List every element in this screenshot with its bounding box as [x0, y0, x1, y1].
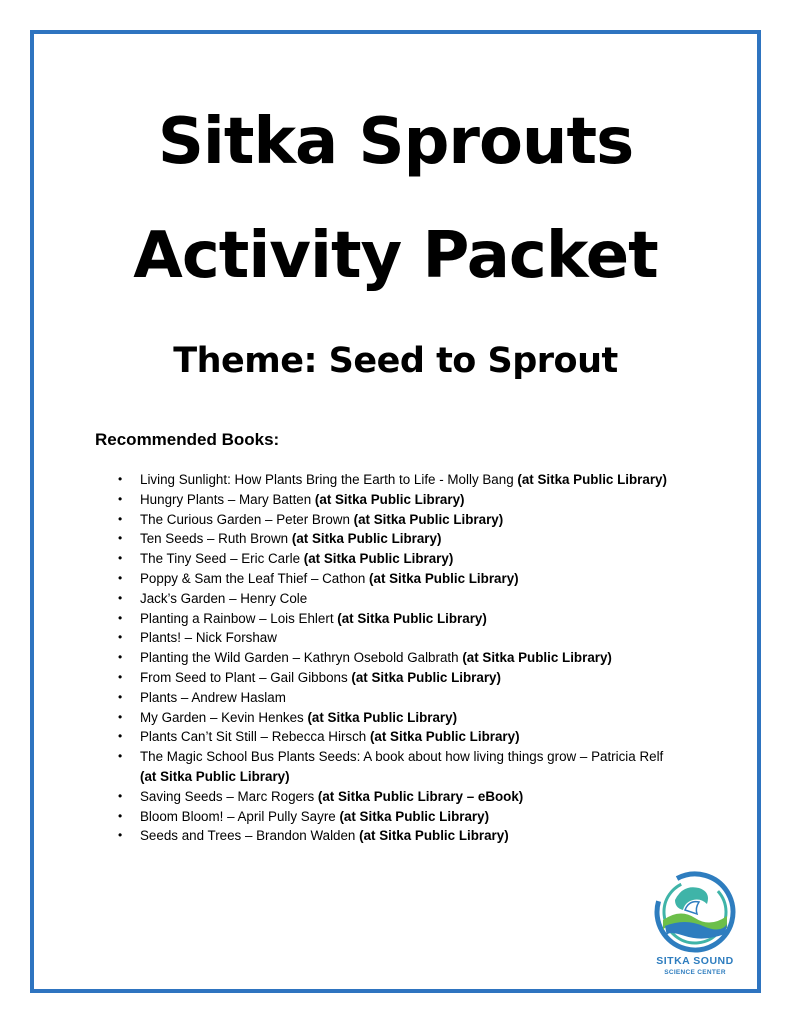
bullet-icon: •: [118, 551, 123, 566]
library-availability: (at Sitka Public Library): [291, 531, 442, 547]
title-line-2: Activity Packet: [133, 219, 658, 293]
library-availability: (at Sitka Public Library): [353, 511, 504, 527]
book-list-item: [118, 529, 678, 549]
book-list-item: [118, 589, 678, 609]
bullet-icon: •: [118, 669, 123, 684]
bullet-icon: •: [118, 570, 123, 585]
library-availability: (at Sitka Public Library): [314, 491, 465, 507]
bullet-icon: •: [118, 749, 123, 764]
library-availability: (at Sitka Public Library): [369, 570, 519, 586]
library-availability: (at Sitka Public Library): [517, 472, 667, 487]
book-title-author: Ten Seeds – Ruth Brown: [140, 531, 292, 547]
book-list-item: [118, 826, 678, 846]
library-availability: (at Sitka Public Library): [337, 610, 487, 626]
library-availability: (at Sitka Public Library – eBook): [317, 788, 524, 804]
book-title-author: The Curious Garden – Peter Brown: [140, 511, 354, 527]
book-list-item: [118, 470, 678, 490]
library-availability: (at Sitka Public Library): [307, 709, 458, 725]
bullet-icon: •: [118, 630, 123, 645]
book-list-item: [118, 569, 678, 589]
logo-text-line-2: SCIENCE CENTER: [664, 969, 726, 976]
book-list-item: [118, 609, 678, 629]
bullet-icon: •: [118, 788, 123, 803]
book-list-item: [118, 747, 678, 787]
bullet-icon: •: [118, 650, 123, 665]
library-availability: (at Sitka Public Library): [359, 828, 509, 844]
book-list-item: [118, 727, 678, 747]
book-list-item: [118, 549, 678, 569]
book-title-author: Planting a Rainbow – Lois Ehlert: [140, 610, 338, 626]
book-title-author: Seeds and Trees – Brandon Walden: [140, 828, 360, 844]
book-list-item: [118, 787, 678, 807]
book-title-author: Bloom Bloom! – April Pully Sayre: [140, 808, 340, 824]
bullet-icon: •: [118, 709, 123, 724]
library-availability: (at Sitka Public Library): [303, 551, 454, 567]
recommended-books-heading: Recommended Books:: [95, 430, 280, 449]
book-list-item: [118, 668, 678, 688]
bullet-icon: •: [118, 531, 123, 546]
library-availability: (at Sitka Public Library): [462, 650, 612, 666]
book-title-author: Living Sunlight: How Plants Bring the Earth to Life - Molly Bang: [140, 472, 518, 487]
bullet-icon: •: [118, 729, 123, 744]
bullet-icon: •: [118, 689, 123, 704]
bullet-icon: •: [118, 610, 123, 625]
library-availability: (at Sitka Public Library): [339, 808, 490, 824]
book-title-author: Jack’s Garden – Henry Cole: [140, 590, 308, 606]
bullet-icon: •: [118, 511, 123, 526]
library-availability: (at Sitka Public Library): [369, 729, 520, 745]
logo-text-line-1: SITKA SOUND: [656, 955, 734, 967]
book-list-item: [118, 490, 678, 510]
book-title-author: Poppy & Sam the Leaf Thief – Cathon: [140, 570, 370, 586]
book-title-author: The Tiny Seed – Eric Carle: [140, 551, 304, 567]
book-title-author: Hungry Plants – Mary Batten: [140, 491, 315, 507]
book-title-author: Planting the Wild Garden – Kathryn Osebold Galbrath: [140, 650, 463, 666]
theme-heading: Theme: Seed to Sprout: [173, 341, 618, 381]
title-line-1: Sitka Sprouts: [157, 105, 634, 179]
book-title-author: My Garden – Kevin Henkes: [140, 709, 308, 725]
book-title-author: From Seed to Plant – Gail Gibbons: [140, 669, 352, 685]
bullet-icon: •: [118, 590, 123, 605]
book-list-item: [118, 628, 678, 648]
book-title-author: Plants – Andrew Haslam: [140, 689, 286, 705]
book-list-item: [118, 510, 678, 530]
book-title-author: The Magic School Bus Plants Seeds: A book about how living things grow – Patricia Relf: [140, 749, 664, 765]
book-list-item: [118, 648, 678, 668]
logo-emblem-icon: [645, 870, 745, 955]
bullet-icon: •: [118, 472, 123, 486]
bullet-icon: •: [118, 491, 123, 506]
bullet-icon: •: [118, 808, 123, 823]
library-availability: (at Sitka Public Library): [351, 669, 501, 685]
book-title-author: Plants Can’t Sit Still – Rebecca Hirsch: [140, 729, 370, 745]
book-list-item: [118, 688, 678, 708]
book-title-author: Saving Seeds – Marc Rogers: [140, 788, 318, 804]
book-list-item: [118, 807, 678, 827]
book-list: [118, 470, 678, 846]
book-list-item: [118, 708, 678, 728]
sitka-sound-logo: [645, 870, 745, 980]
library-availability: (at Sitka Public Library): [140, 768, 290, 784]
bullet-icon: •: [118, 828, 123, 843]
book-title-author: Plants! – Nick Forshaw: [140, 630, 277, 646]
